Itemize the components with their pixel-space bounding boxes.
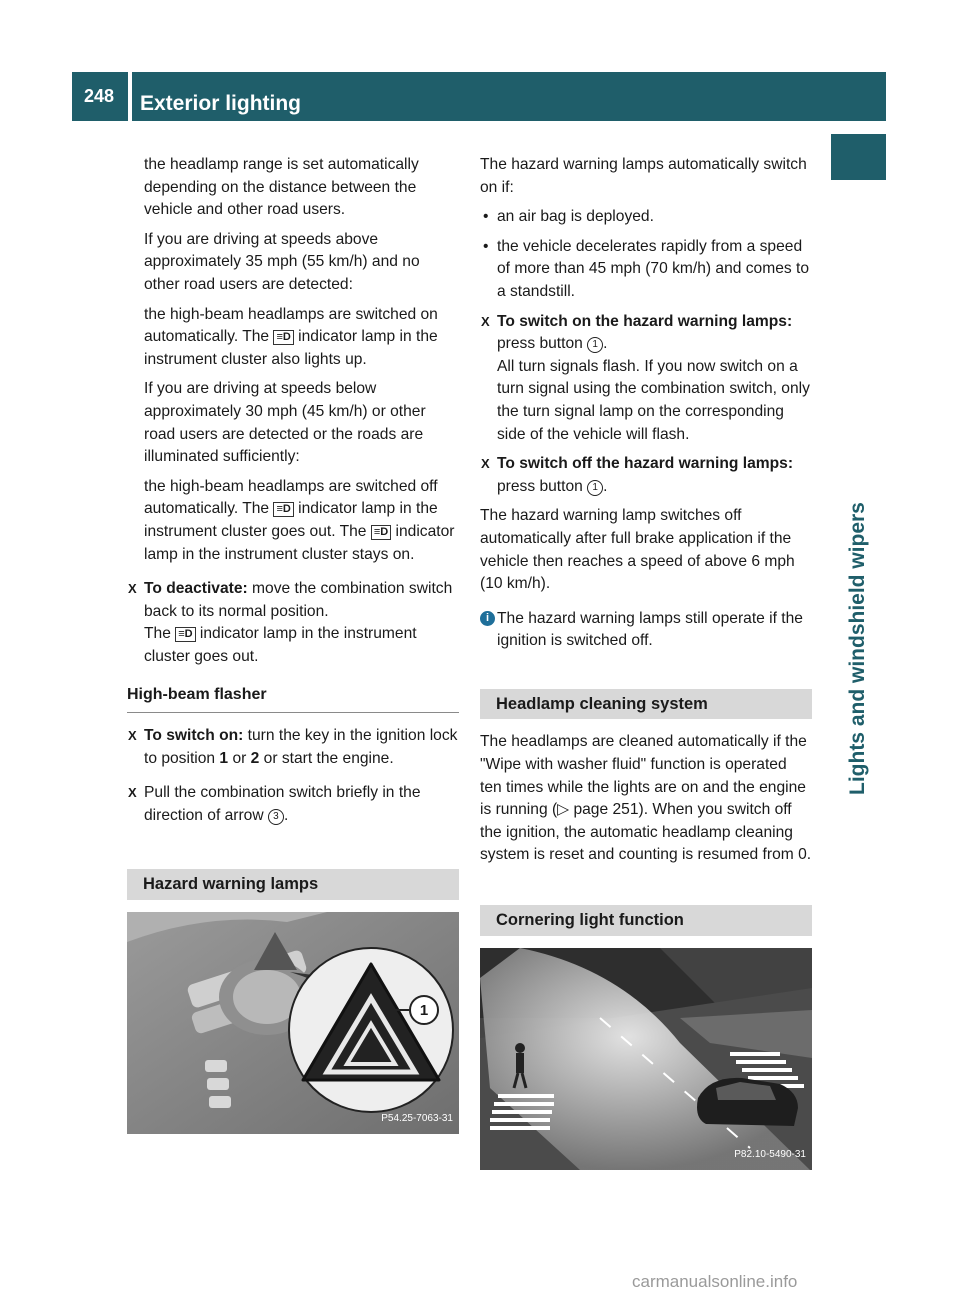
list-item: • an air bag is deployed. bbox=[480, 206, 812, 229]
page-title: Exterior lighting bbox=[140, 92, 302, 115]
section-heading-hazard: Hazard warning lamps bbox=[127, 869, 459, 900]
step-marker-icon: X bbox=[481, 313, 490, 329]
page-reference[interactable]: ▷ page 251 bbox=[557, 801, 639, 819]
step-deactivate: X To deactivate: move the combination switch back to its normal position. The ≡D indicator lamp in the instrument cluster goes out. bbox=[128, 580, 453, 665]
side-tab-marker bbox=[831, 134, 886, 180]
step-switch-off-hazard: X To switch off the hazard warning lamps: press button 1 . bbox=[481, 455, 794, 495]
left-column bbox=[127, 154, 459, 1134]
section-heading-cornering-light: Cornering light function bbox=[480, 905, 812, 936]
paragraph: If you are driving at speeds below approximately 30 mph (45 km/h) or other road users are detected or the roads are illuminated sufficiently: bbox=[144, 380, 426, 466]
cornering-light-figure bbox=[480, 948, 812, 1170]
paragraph: the high-beam headlamps are switched on automatically. The ≡D indicator lamp in the instrument cluster also lights up. bbox=[144, 305, 438, 368]
step-pull-switch: X Pull the combination switch briefly in the direction of arrow 3 . bbox=[128, 784, 421, 824]
right-column bbox=[480, 154, 812, 1170]
list-item: • the vehicle decelerates rapidly from a speed of more than 45 mph (70 km/h) and comes to a standstill. bbox=[483, 237, 810, 300]
paragraph: the high-beam headlamps are switched off automatically. The ≡D indicator lamp in the instrument cluster goes out. The ≡D indicator lamp in the instrument cluster stays on. bbox=[144, 477, 455, 563]
side-tab-label: Lights and windshield wipers bbox=[846, 502, 869, 795]
step-marker-icon: X bbox=[128, 728, 137, 744]
high-beam-icon: ≡D bbox=[273, 330, 293, 345]
paragraph: The hazard warning lamps automatically switch on if: bbox=[480, 156, 807, 196]
high-beam-icon: ≡D bbox=[273, 502, 293, 517]
step-switch-on: X To switch on: turn the key in the ignition lock to position 1 or 2 or start the engine. bbox=[128, 727, 458, 767]
low-beam-icon: ≡D bbox=[371, 525, 391, 540]
footer-watermark[interactable]: carmanualsonline.info bbox=[632, 1272, 798, 1291]
page-number: 248 bbox=[83, 86, 115, 106]
bullet-icon: • bbox=[483, 237, 489, 255]
low-beam-icon: ≡D bbox=[175, 627, 195, 642]
callout-3-icon: 3 bbox=[268, 809, 284, 825]
hazard-switch-illustration bbox=[127, 912, 459, 1134]
header-divider bbox=[128, 72, 132, 121]
hazard-switch-figure bbox=[127, 912, 459, 1134]
page-header bbox=[72, 72, 886, 121]
callout-1-icon: 1 bbox=[587, 480, 603, 496]
step-marker-icon: X bbox=[481, 456, 490, 472]
cornering-light-illustration bbox=[480, 948, 812, 1170]
info-note: i The hazard warning lamps still operate if the ignition is switched off. bbox=[480, 608, 812, 653]
paragraph: The headlamps are cleaned automatically if the "Wipe with washer fluid" function is operated ten times while the lights are on and the engine is running (▷ page 251). When you switch off the ignition, the automatic headlamp cleaning system is reset and counting is resumed from 0. bbox=[480, 733, 812, 864]
info-icon: i bbox=[480, 611, 495, 626]
paragraph: the headlamp range is set automatically depending on the distance between the vehicle and other road users. bbox=[144, 156, 419, 219]
step-marker-icon: X bbox=[128, 785, 137, 801]
section-heading-high-beam-flasher: High-beam flasher bbox=[127, 684, 459, 713]
section-heading-headlamp-cleaning: Headlamp cleaning system bbox=[480, 689, 812, 720]
figure-code: P54.25-7063-31 bbox=[381, 1113, 453, 1125]
callout-1-label: 1 bbox=[419, 1002, 429, 1020]
bullet-icon: • bbox=[483, 208, 489, 226]
figure-code: P82.10-5490-31 bbox=[734, 1149, 806, 1161]
paragraph: If you are driving at speeds above approximately 35 mph (55 km/h) and no other road users are detected: bbox=[144, 230, 420, 293]
paragraph: The hazard warning lamp switches off automatically after full brake application if the vehicle then reaches a speed of above 6 mph (10 km/h). bbox=[480, 507, 795, 593]
callout-1-icon: 1 bbox=[587, 337, 603, 353]
step-marker-icon: X bbox=[128, 581, 137, 597]
step-switch-on-hazard: X To switch on the hazard warning lamps: press button 1 . All turn signals flash. If you now switch on a turn signal using the combination switch, only the turn signal lamp on the corresponding side of the vehicle will flash. bbox=[481, 312, 810, 443]
